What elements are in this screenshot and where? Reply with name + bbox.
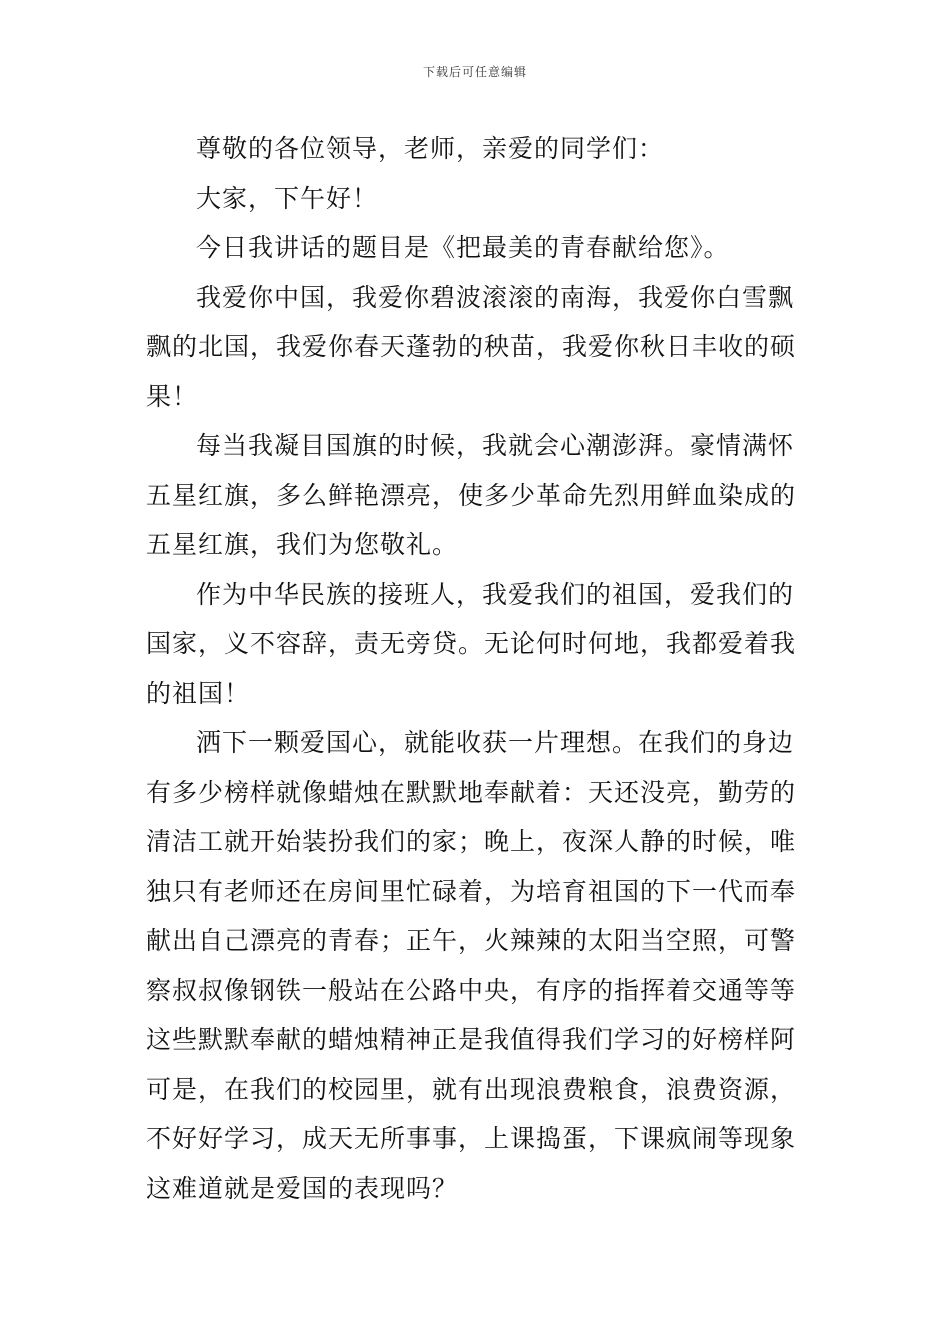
paragraph-flag: 每当我凝目国旗的时候，我就会心潮澎湃。豪情满怀五星红旗，多么鲜艳漂亮，使多少革命先烈用鲜血染成的五星红旗，我们为您敬礼。 bbox=[146, 431, 797, 559]
paragraph-dedication: 洒下一颗爱国心，就能收获一片理想。在我们的身边有多少榜样就像蜡烛在默默地奉献着：天还没亮，勤劳的清洁工就开始装扮我们的家；晚上，夜深人静的时候，唯独只有老师还在房间里忙碌着，为培育祖国的下一代而奉献出自己漂亮的青春；正午，火辣辣的太阳当空照，可警察叔叔像钢铁一般站在公路中央，有序的指挥着交通等等这些默默奉献的蜡烛精神正是我值得我们学习的好榜样阿可是，在我们的校园里，就有出现浪费粮食，浪费资源，不好好学习，成天无所事事，上课捣蛋，下课疯闹等现象这难道就是爱国的表现吗？ bbox=[146, 728, 797, 1203]
paragraph-love-china: 我爱你中国，我爱你碧波滚滚的南海，我爱你白雪飘飘的北国，我爱你春天蓬勃的秧苗，我爱你秋日丰收的硕果！ bbox=[146, 282, 797, 411]
paragraph-topic: 今日我讲话的题目是《把最美的青春献给您》。 bbox=[196, 233, 730, 262]
paragraph-salutation: 大家，下午好！ bbox=[196, 183, 379, 213]
document-body bbox=[146, 124, 810, 1213]
header-note: 下载后可任意编辑 bbox=[422, 65, 527, 79]
paragraph-greeting: 尊敬的各位领导，老师，亲爱的同学们： bbox=[196, 134, 665, 163]
paragraph-successor: 作为中华民族的接班人，我爱我们的祖国，爱我们的国家，义不容辞，责无旁贷。无论何时何地，我都爱着我的祖国！ bbox=[146, 579, 797, 708]
